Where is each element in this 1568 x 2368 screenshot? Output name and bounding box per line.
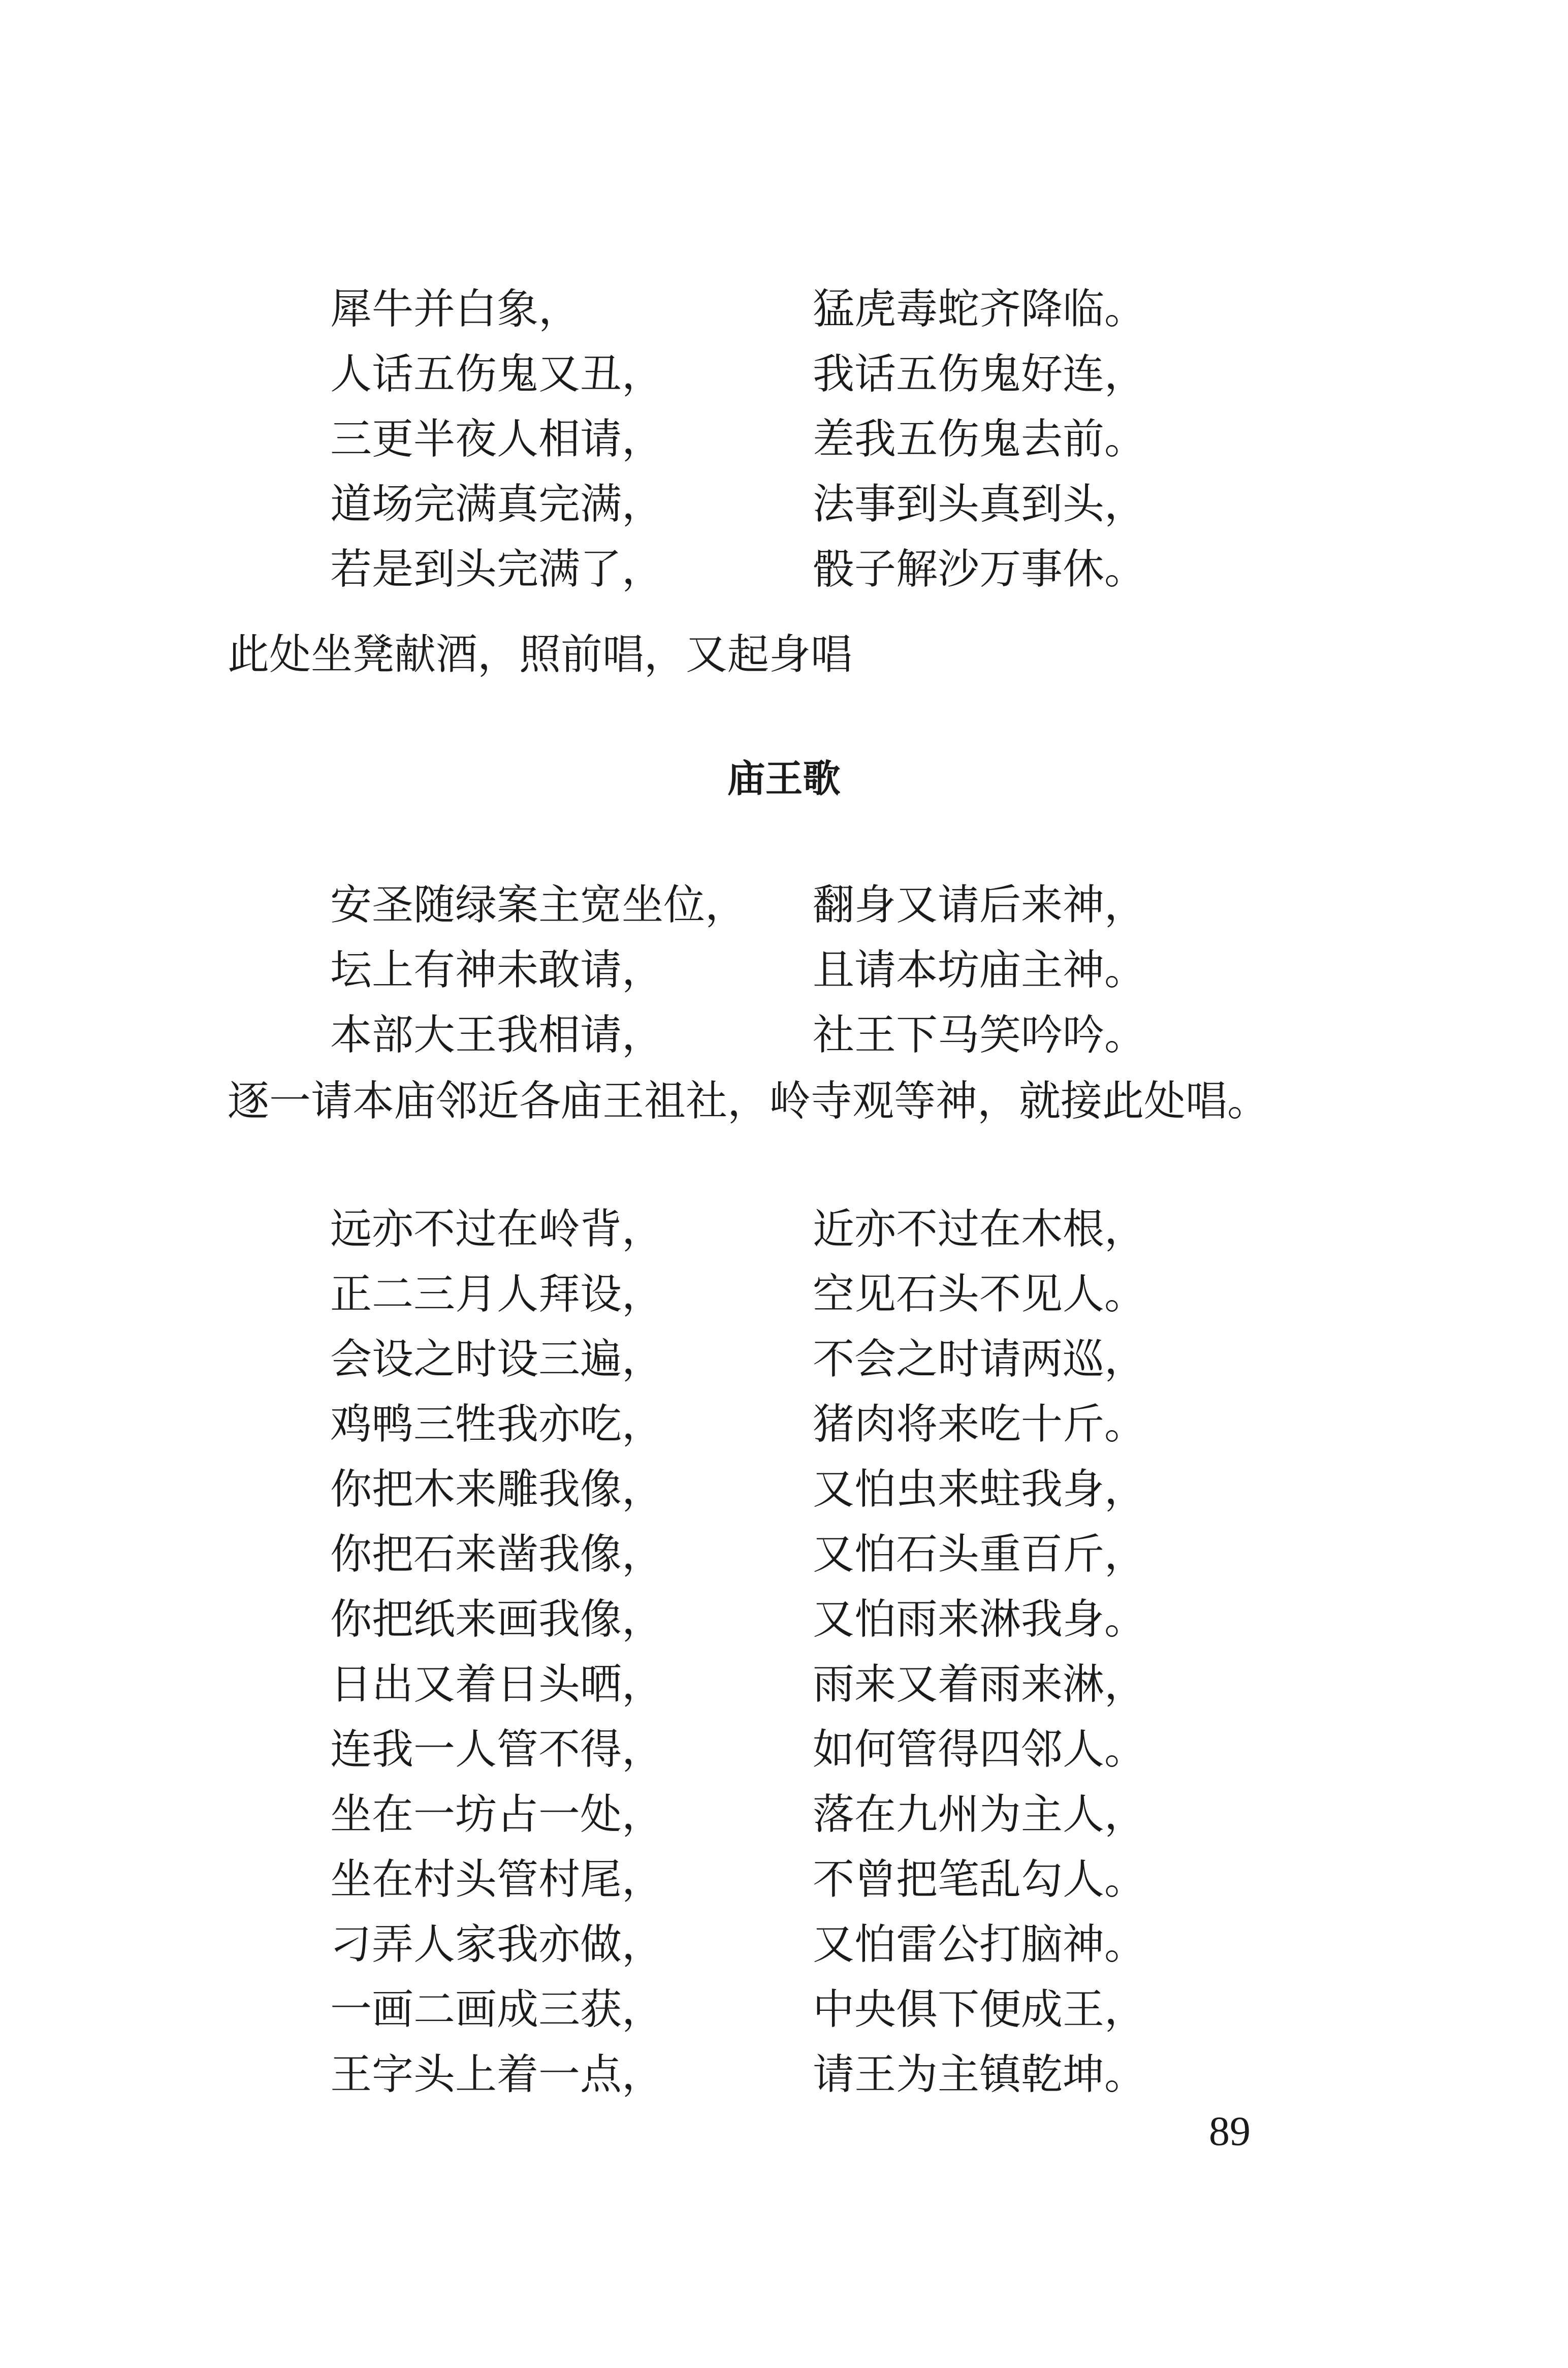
verse-second-half: 我话五伤鬼好连，	[813, 350, 1146, 398]
verse-first-half: 日出又着日头晒，	[330, 1660, 664, 1709]
verse-first-half: 你把纸来画我像，	[330, 1595, 664, 1644]
verse-first-half: 你把木来雕我像，	[330, 1465, 664, 1513]
verse-first-half: 三更半夜人相请，	[330, 415, 664, 463]
verse-second-half: 社王下马笑吟吟。	[813, 1011, 1146, 1059]
verse-first-half: 会设之时设三遍，	[330, 1335, 664, 1383]
verse-second-half: 空见石头不见人。	[813, 1270, 1146, 1318]
verse-line	[330, 1587, 1194, 1652]
verse-line	[330, 1652, 1194, 1717]
verse-second-half: 如何管得四邻人。	[813, 1725, 1146, 1774]
verse-first-half: 人话五伤鬼又丑，	[330, 350, 664, 398]
verse-first-half: 坐在村头管村尾，	[330, 1855, 664, 1904]
verse-second-half: 又怕雨来淋我身。	[813, 1595, 1146, 1644]
verse-second-half: 且请本坊庙主神。	[813, 946, 1146, 994]
verse-line	[330, 1977, 1194, 2042]
verse-first-half: 道场完满真完满，	[330, 480, 664, 528]
verse-first-half: 王字头上着一点，	[330, 2050, 664, 2099]
section-heading: 庙王歌	[727, 757, 841, 801]
verse-second-half: 又怕石头重百斤，	[813, 1530, 1146, 1578]
verse-second-half: 法事到头真到头，	[813, 480, 1146, 528]
verse-first-half: 刁弄人家我亦做，	[330, 1920, 664, 1969]
verse-line	[330, 1197, 1194, 1262]
verse-block-2	[330, 873, 1194, 1068]
verse-second-half: 又怕虫来蛀我身，	[813, 1465, 1146, 1513]
verse-second-half: 猪肉将来吃十斤。	[813, 1400, 1146, 1448]
verse-line	[330, 472, 1194, 537]
verse-second-half: 翻身又请后来神，	[813, 881, 1146, 929]
verse-line	[330, 277, 1194, 342]
verse-first-half: 坐在一坊占一处，	[330, 1790, 664, 1839]
verse-line	[330, 1327, 1194, 1392]
verse-line	[330, 1262, 1194, 1327]
verse-second-half: 不曾把笔乱勾人。	[813, 1855, 1146, 1904]
verse-line	[330, 1912, 1194, 1977]
verse-first-half: 犀牛并白象，	[330, 285, 581, 333]
verse-line	[330, 1392, 1194, 1457]
verse-block-1	[330, 277, 1194, 602]
prose-note-2: 逐一请本庙邻近各庙王祖社，岭寺观等神，就接此处唱。	[228, 1077, 1269, 1125]
verse-line	[330, 537, 1194, 602]
verse-second-half: 近亦不过在木根，	[813, 1205, 1146, 1253]
verse-line	[330, 1782, 1194, 1847]
verse-first-half: 正二三月人拜设，	[330, 1270, 664, 1318]
verse-line	[330, 407, 1194, 472]
verse-first-half: 安圣随绿案主宽坐位，	[330, 881, 747, 929]
verse-second-half: 猛虎毒蛇齐降临。	[813, 285, 1146, 333]
verse-second-half: 请王为主镇乾坤。	[813, 2050, 1146, 2099]
page-number: 89	[1209, 2108, 1251, 2154]
verse-line	[330, 1003, 1194, 1068]
verse-first-half: 若是到头完满了，	[330, 545, 664, 593]
verse-second-half: 落在九州为主人，	[813, 1790, 1146, 1839]
verse-second-half: 不会之时请两巡，	[813, 1335, 1146, 1383]
verse-line	[330, 2042, 1194, 2107]
verse-line	[330, 1717, 1194, 1782]
verse-line	[330, 342, 1194, 407]
verse-line	[330, 1457, 1194, 1522]
verse-line	[330, 873, 1194, 938]
verse-line	[330, 1847, 1194, 1912]
verse-first-half: 坛上有神未敢请，	[330, 946, 664, 994]
verse-second-half: 差我五伤鬼去前。	[813, 415, 1146, 463]
verse-first-half: 一画二画成三获，	[330, 1985, 664, 2034]
verse-block-3	[330, 1197, 1194, 2107]
verse-second-half: 中央俱下便成王，	[813, 1985, 1146, 2034]
verse-line	[330, 1522, 1194, 1587]
verse-first-half: 鸡鸭三牲我亦吃，	[330, 1400, 664, 1448]
verse-line	[330, 938, 1194, 1003]
verse-first-half: 连我一人管不得，	[330, 1725, 664, 1774]
verse-first-half: 你把石来凿我像，	[330, 1530, 664, 1578]
verse-first-half: 远亦不过在岭背，	[330, 1205, 664, 1253]
verse-second-half: 又怕雷公打脑神。	[813, 1920, 1146, 1969]
prose-note-1: 此处坐凳献酒，照前唱，又起身唱	[228, 630, 853, 679]
verse-second-half: 骰子解沙万事休。	[813, 545, 1146, 593]
verse-first-half: 本部大王我相请，	[330, 1011, 664, 1059]
verse-second-half: 雨来又着雨来淋，	[813, 1660, 1146, 1709]
